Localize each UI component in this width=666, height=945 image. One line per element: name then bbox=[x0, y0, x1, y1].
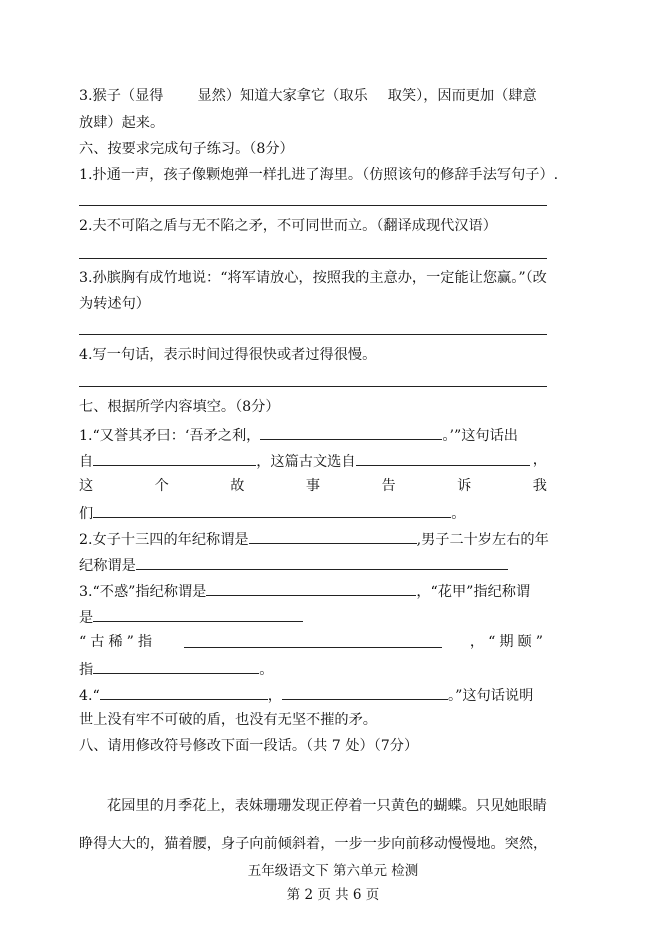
fill-blank[interactable] bbox=[93, 450, 256, 466]
section7-q4-line1: 4.“ ， 。”这句话说明 bbox=[79, 684, 547, 706]
section8-paragraph-line1: 花园里的月季花上，表妹珊珊发现正停着一只黄色的蝴蝶。只见她眼睛 bbox=[107, 798, 547, 814]
section6-q4: 4.写一句话，表示时间过得很快或者过得很慢。 bbox=[79, 347, 377, 363]
section7-q3-line4: 指 。 bbox=[79, 658, 547, 680]
fill-blank[interactable] bbox=[93, 502, 451, 518]
section7-q1-line1: 1.“又誉其矛曰：‘吾矛之利， 。’”这句话出 bbox=[79, 424, 547, 446]
section8-paragraph-line2: 睁得大大的，猫着腰，身子向前倾斜着，一步一步向前移动慢慢地。突然， bbox=[79, 836, 548, 852]
fill-blank[interactable] bbox=[282, 684, 448, 700]
fill-blank[interactable] bbox=[100, 684, 268, 700]
section6-q2: 2.夫不可陷之盾与无不陷之矛，不可同世而立。（翻译成现代汉语） bbox=[79, 218, 497, 234]
fill-blank[interactable] bbox=[249, 528, 417, 544]
fill-blank[interactable] bbox=[356, 450, 530, 466]
fill-blank[interactable] bbox=[93, 606, 303, 622]
section7-q1-line4: 们 。 bbox=[79, 502, 547, 524]
fill-blank[interactable] bbox=[184, 632, 442, 648]
section6-q3-line1: 3.孙膑胸有成竹地说：“将军请放心，按照我的主意办，一定能让您赢。”（改 bbox=[79, 270, 547, 286]
fill-blank[interactable] bbox=[260, 424, 442, 440]
section7-q3-line2: 是 bbox=[79, 606, 547, 628]
fill-blank[interactable] bbox=[136, 554, 508, 570]
section6-q1: 1.扑通一声，孩子像颗炮弹一样扎进了海里。（仿照该句的修辞手法写句子）. bbox=[79, 167, 559, 183]
section7-title: 七、根据所学内容填空。（8分） bbox=[79, 399, 280, 415]
page-number: 第 2 页 共 6 页 bbox=[286, 887, 380, 903]
section6-title: 六、按要求完成句子练习。（8分） bbox=[79, 141, 294, 157]
section7-q1-line2: 自 ，这篇古文选自 ， bbox=[79, 452, 547, 470]
idiom-question-line2: 放肆）起来。 bbox=[79, 115, 165, 131]
footer-title: 五年级语文下 第六单元 检测 bbox=[247, 863, 419, 879]
answer-line[interactable] bbox=[79, 386, 547, 387]
answer-line[interactable] bbox=[79, 334, 547, 335]
section8-title: 八、请用修改符号修改下面一段话。（共 7 处）（7分） bbox=[79, 738, 419, 754]
answer-line[interactable] bbox=[79, 205, 547, 206]
idiom-question-line1: 3.猴子（显得 显然）知道大家拿它（取乐 取笑），因而更加（肆意 bbox=[79, 88, 537, 104]
section7-q3-line3: “古稀”指 ，“期颐” bbox=[79, 634, 547, 650]
section7-q3-line1: 3.“不惑”指纪称谓是 ，“花甲”指纪称谓 bbox=[79, 580, 547, 602]
fill-blank[interactable] bbox=[206, 580, 416, 596]
section7-q4-line2: 世上没有牢不可破的盾，也没有无坚不摧的矛。 bbox=[79, 712, 377, 728]
section7-q1-line3: 这 个 故 事 告 诉 我 bbox=[79, 478, 547, 494]
fill-blank[interactable] bbox=[93, 658, 259, 674]
answer-line[interactable] bbox=[79, 258, 547, 259]
section6-q3-line2: 为转述句） bbox=[79, 296, 150, 312]
section7-q2-line1: 2.女子十三四的年纪称谓是 ,男子二十岁左右的年 bbox=[79, 528, 547, 550]
section7-q2-line2: 纪称谓是 bbox=[79, 554, 547, 576]
